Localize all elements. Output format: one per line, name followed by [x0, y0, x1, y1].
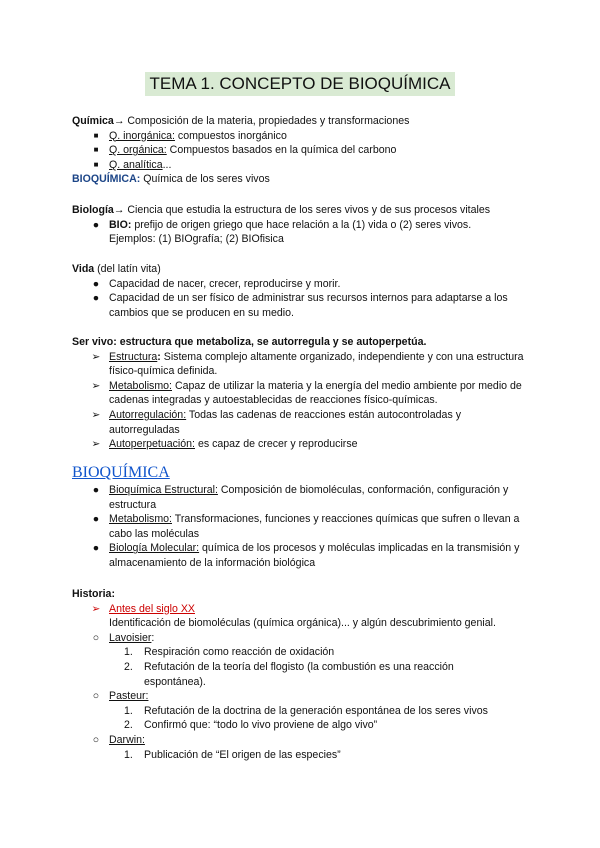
- quimica-arrow: →: [113, 115, 125, 127]
- bioquimica-definition: [72, 172, 530, 187]
- dot-bullet-icon: ●: [92, 484, 100, 496]
- antes-label: Antes del siglo XX: [109, 602, 195, 615]
- lavoisier-item: Refutación de la teoría del flogisto (la combustión es una reacción espontánea).: [144, 660, 454, 688]
- quimica-term: Química: [72, 115, 114, 127]
- servivo-item-text: Capaz de utilizar la materia y la energía del medio ambiente por medio de cadenas integradas y autoestablecidas de reacciones físico-químicas.: [109, 379, 522, 407]
- arrow-bullet-icon: ➢: [91, 602, 101, 615]
- pasteur-item: Confirmó que: “todo lo vivo proviene de algo vivo”: [144, 719, 378, 732]
- bio-label: BIO:: [109, 218, 132, 231]
- list-item: [72, 129, 530, 144]
- servivo-item-text: Sistema complejo altamente organizado, independiente y con una estructura físico-química definida.: [109, 350, 524, 378]
- vida-section: [72, 262, 530, 320]
- list-item: [72, 704, 530, 719]
- bioquimica-item-label: Metabolismo:: [109, 513, 172, 526]
- antes-text: Identificación de biomoléculas (química orgánica)... y algún descubrimiento genial.: [109, 617, 496, 630]
- servivo-item-label: Estructura: [109, 350, 158, 363]
- bioquimica-label: BIOQUÍMICA:: [72, 173, 141, 186]
- list-item: [72, 602, 530, 617]
- biologia-def: Ciencia que estudia la estructura de los seres vivos y de sus procesos vitales: [124, 204, 491, 216]
- servivo-item-text: Todas las cadenas de reacciones están autocontroladas y autorreguladas: [109, 408, 461, 436]
- list-item: [72, 143, 530, 158]
- servivo-item-label: Autoperpetuación:: [109, 438, 195, 451]
- lavoisier-sep: :: [151, 631, 155, 644]
- list-item: [72, 689, 530, 704]
- bioquimica-item-text: química de los procesos y moléculas implicadas en la transmisión y almacenamiento de la información biológica: [109, 542, 520, 569]
- number-marker: 2.: [124, 660, 133, 673]
- bioquimica-item-text: Composición de biomoléculas, conformación, configuración y estructura: [109, 484, 509, 511]
- arrow-bullet-icon: ➢: [91, 438, 101, 451]
- list-item: [72, 350, 530, 379]
- biologia-arrow: →: [113, 204, 125, 216]
- dot-bullet-icon: ●: [92, 292, 100, 305]
- dot-bullet-icon: ●: [92, 218, 100, 231]
- list-item: [72, 631, 530, 646]
- arrow-bullet-icon: ➢: [91, 379, 101, 392]
- servivo-item-sep: :: [157, 350, 161, 363]
- quimica-item-label: Q. analítica: [109, 158, 163, 171]
- bio-line2: Ejemplos: (1) BIOgrafía; (2) BIOfisica: [109, 233, 284, 246]
- dot-bullet-icon: ●: [92, 277, 100, 290]
- number-marker: 2.: [124, 719, 133, 732]
- historia-section: [72, 587, 530, 762]
- dot-bullet-icon: ●: [92, 542, 100, 555]
- quimica-definition: [72, 114, 530, 129]
- list-item: [72, 379, 530, 408]
- number-marker: 1.: [124, 646, 133, 659]
- quimica-def: Composición de la materia, propiedades y transformaciones: [124, 115, 410, 127]
- circle-bullet-icon: ○: [92, 733, 100, 746]
- vida-item-text: Capacidad de un ser físico de administrar sus recursos internos para adaptarse a los cambios que se producen en su medio.: [109, 292, 508, 319]
- vida-term: Vida: [72, 263, 95, 275]
- bioquimica-text: Química de los seres vivos: [140, 173, 270, 186]
- historia-heading: Historia:: [72, 588, 115, 600]
- list-item: [72, 512, 530, 541]
- number-marker: 1.: [124, 704, 133, 717]
- square-bullet-icon: ■: [93, 145, 99, 155]
- bioquimica-item-label: Bioquímica Estructural:: [109, 484, 218, 496]
- list-item: [72, 291, 530, 320]
- list-item: [72, 748, 530, 763]
- number-marker: 1.: [124, 748, 133, 761]
- bio-line1: prefijo de origen griego que hace relación a la (1) vida o (2) seres vivos.: [131, 218, 472, 231]
- title-wrap: [0, 72, 600, 96]
- list-item: [72, 218, 530, 247]
- quimica-item-text: compuestos inorgánico: [174, 129, 287, 142]
- biologia-term: Biología: [72, 204, 114, 216]
- page-title: TEMA 1. CONCEPTO DE BIOQUÍMICA: [145, 72, 454, 96]
- servivo-item-label: Autorregulación:: [109, 408, 187, 421]
- list-item: [72, 437, 530, 452]
- bioquimica-item-label: Biología Molecular:: [109, 542, 200, 555]
- circle-bullet-icon: ○: [92, 690, 100, 703]
- darwin-label: Darwin:: [109, 733, 145, 746]
- servivo-heading: Ser vivo: estructura que metaboliza, se autorregula y se autoperpetúa.: [72, 336, 427, 348]
- pasteur-item: Refutación de la doctrina de la generación espontánea de los seres vivos: [144, 704, 488, 717]
- servivo-item-label: Metabolismo:: [109, 379, 172, 392]
- servivo-section: [72, 335, 530, 452]
- vida-item-text: Capacidad de nacer, crecer, reproducirse y morir.: [109, 277, 341, 290]
- arrow-bullet-icon: ➢: [91, 408, 101, 421]
- square-bullet-icon: ■: [93, 159, 99, 169]
- list-item: [72, 645, 530, 660]
- quimica-item-label: Q. orgánica:: [109, 144, 167, 157]
- lavoisier-item: Respiración como reacción de oxidación: [144, 646, 335, 659]
- biologia-definition: [72, 203, 530, 218]
- list-item: [72, 733, 530, 748]
- antes-text-row: [72, 616, 530, 631]
- list-item: [72, 541, 530, 570]
- dot-bullet-icon: ●: [92, 513, 100, 526]
- arrow-bullet-icon: ➢: [91, 350, 101, 363]
- list-item: [72, 277, 530, 292]
- list-item: [72, 408, 530, 437]
- bioquimica-section: [72, 463, 530, 571]
- pasteur-label: Pasteur:: [109, 690, 149, 703]
- vida-definition: [72, 262, 530, 277]
- list-item: [72, 483, 530, 512]
- square-bullet-icon: ■: [93, 130, 99, 140]
- quimica-section: [72, 114, 530, 187]
- list-item: [72, 158, 530, 173]
- lavoisier-label: Lavoisier: [109, 631, 152, 644]
- quimica-item-label: Q. inorgánica:: [109, 129, 175, 142]
- vida-note: (del latín vita): [94, 263, 161, 275]
- bioquimica-heading: BIOQUÍMICA: [72, 464, 170, 481]
- servivo-item-text: es capaz de crecer y reproducirse: [195, 438, 358, 451]
- bioquimica-item-text: Transformaciones, funciones y reacciones químicas que sufren o llevan a cabo las moléculas: [109, 513, 520, 540]
- darwin-item: Publicación de “El origen de las especies”: [144, 748, 341, 761]
- quimica-item-text: ...: [162, 158, 172, 171]
- biologia-section: [72, 203, 530, 247]
- quimica-item-text: Compuestos basados en la química del carbono: [166, 144, 397, 157]
- list-item: [72, 718, 530, 733]
- circle-bullet-icon: ○: [92, 631, 100, 644]
- list-item: [72, 660, 530, 689]
